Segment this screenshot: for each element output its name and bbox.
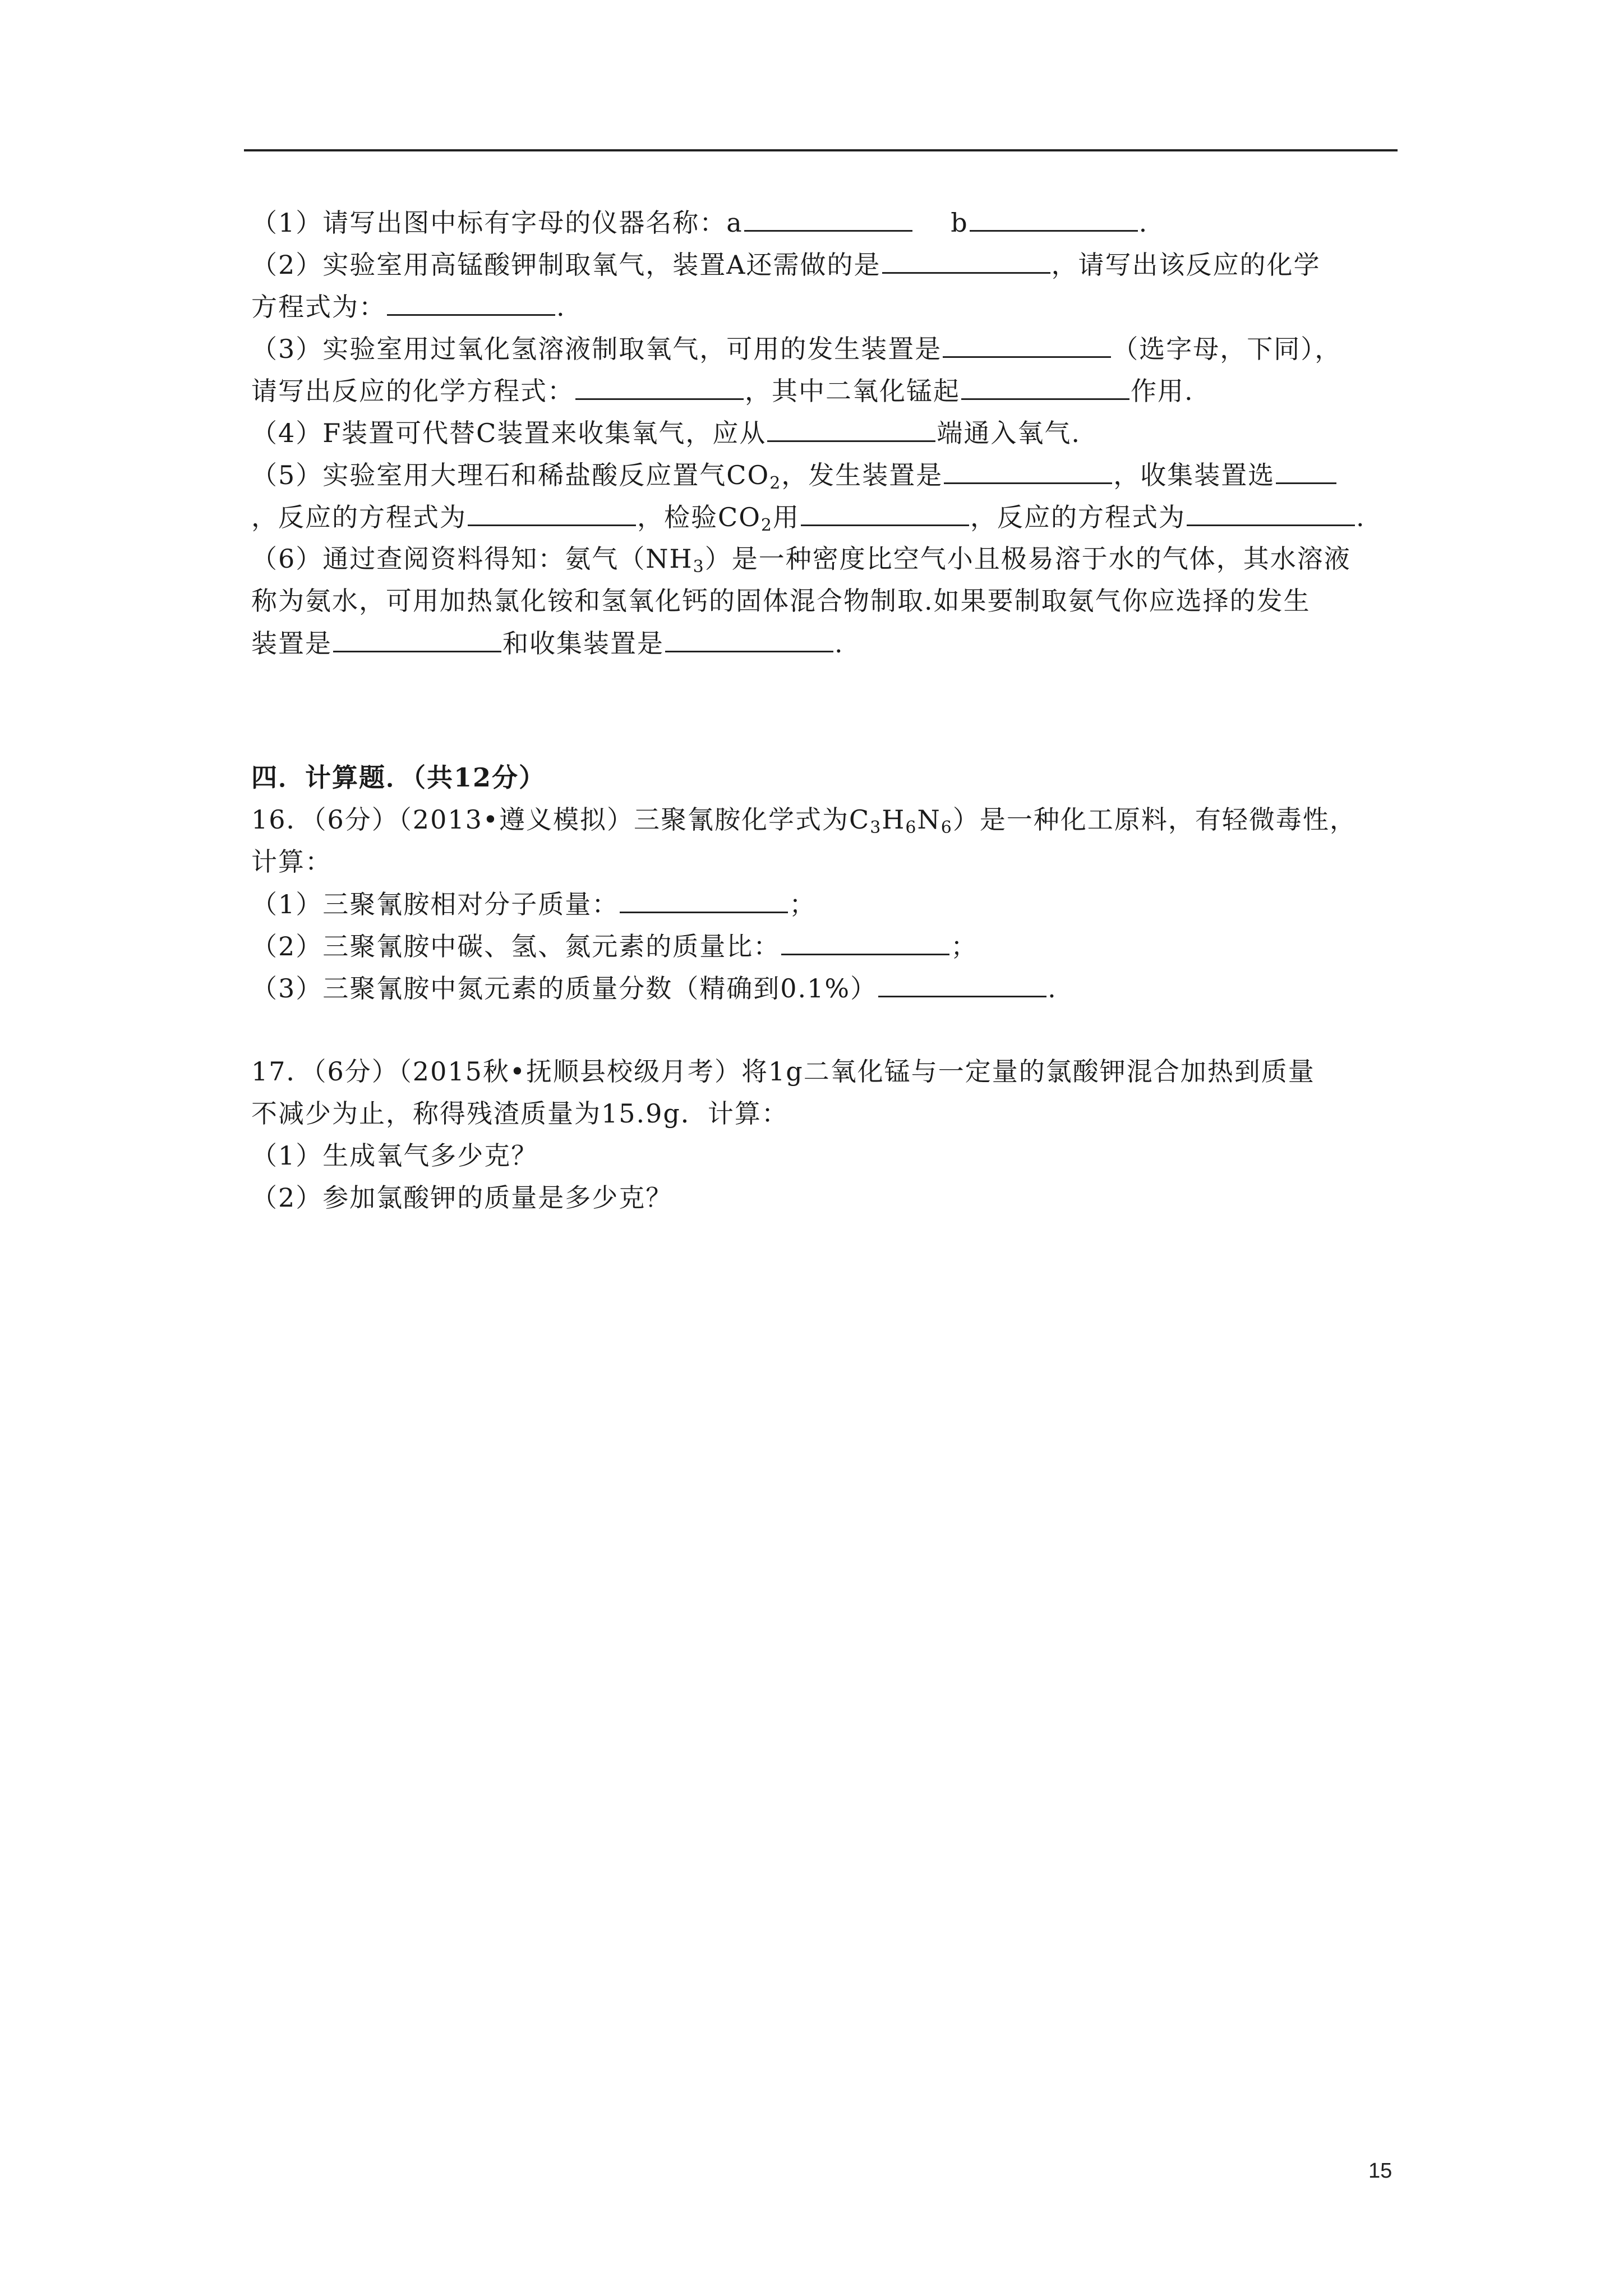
q15-part3-text-c: 请写出反应的化学方程式： [251, 376, 574, 406]
q15-part6 [251, 542, 1351, 576]
semicolon: ； [951, 931, 978, 961]
q17-head-cont [251, 1097, 789, 1130]
q16-sub1-text: （1）三聚氰胺相对分子质量： [251, 889, 619, 919]
q15-part6-text: （6）通过查阅资料得知：氨气（NH [251, 544, 693, 574]
answer-blank[interactable] [970, 205, 1138, 232]
answer-blank[interactable] [665, 626, 833, 652]
q15-part1 [251, 205, 1148, 240]
q15-part6-text-e: 和收集装置是 [502, 628, 664, 659]
answer-blank[interactable] [620, 887, 788, 913]
q16-head-cont [251, 845, 332, 878]
q15-part5-text-f: 用 [773, 502, 800, 532]
q16-text: 16．（6分）（2013•遵义模拟）三聚氰胺化学式为C [251, 804, 870, 835]
q15-part5-text-d: ，反应的方程式为 [251, 502, 467, 532]
subscript: 6 [940, 818, 953, 838]
q15-part5-cont [251, 500, 1366, 534]
q16-sub2-text: （2）三聚氰胺中碳、氢、氮元素的质量比： [251, 931, 781, 961]
q16-sub3-text: （3）三聚氰胺中氮元素的质量分数（精确到0.1%） [251, 973, 878, 1004]
q16-head [251, 803, 1357, 836]
answer-blank[interactable] [944, 458, 1112, 484]
q17-text-b: 不减少为止，称得残渣质量为15.9g．计算： [251, 1098, 789, 1129]
subscript: 3 [870, 818, 882, 838]
q17-sub2 [251, 1181, 672, 1214]
q15-part3-text-e: 作用. [1131, 376, 1194, 406]
q16-sub3 [251, 971, 1057, 1005]
period: . [556, 292, 566, 322]
period: . [1138, 208, 1149, 238]
answer-blank[interactable] [1187, 500, 1355, 526]
q15-part2-cont [251, 289, 566, 324]
q17-sub1 [251, 1139, 538, 1172]
answer-blank[interactable] [801, 500, 969, 526]
q16-sub1 [251, 887, 816, 921]
q15-part5-text-b: ，发生装置是 [781, 460, 943, 490]
q15-part5 [251, 458, 1338, 492]
q16-text-c: 计算： [251, 846, 332, 877]
q15-part2-text-b: ，请写出该反应的化学 [1051, 250, 1321, 280]
q15-part2-text: （2）实验室用高锰酸钾制取氧气，装置A还需做的是 [251, 250, 881, 280]
q15-part3-text-d: ，其中二氧化锰起 [745, 376, 960, 406]
subscript: 2 [760, 516, 773, 535]
q15-part1-text: （1）请写出图中标有字母的仪器名称：a [251, 208, 743, 238]
answer-blank[interactable] [781, 929, 949, 955]
header-rule [244, 149, 1398, 151]
formula-part: H [882, 804, 906, 835]
section-title-text: 四．计算题．（共12分） [251, 762, 546, 793]
q15-part2-text-c: 方程式为： [251, 292, 386, 322]
q15-part1-b-label: b [951, 208, 969, 238]
answer-blank[interactable] [878, 971, 1046, 997]
q15-part6-text-c: 称为氨水，可用加热氯化铵和氢氧化钙的固体混合物制取.如果要制取氨气你应选择的发生 [251, 586, 1311, 616]
q15-part6-text-d: 装置是 [251, 628, 332, 659]
subscript: 3 [693, 557, 705, 577]
period: . [1048, 973, 1057, 1004]
q17-head [251, 1055, 1315, 1088]
answer-blank[interactable] [744, 205, 912, 232]
q15-part3-text: （3）实验室用过氧化氢溶液制取氧气，可用的发生装置是 [251, 334, 942, 364]
answer-blank[interactable] [943, 332, 1111, 358]
q15-part4 [251, 416, 1081, 450]
answer-blank[interactable] [882, 247, 1050, 274]
answer-blank[interactable] [961, 374, 1129, 400]
answer-blank[interactable] [767, 416, 935, 442]
q16-text-b: ）是一种化工原料，有轻微毒性， [952, 804, 1357, 835]
q15-part3 [251, 332, 1341, 366]
q15-part6-cont2 [251, 626, 844, 660]
answer-blank[interactable] [333, 626, 501, 652]
period: . [1356, 502, 1366, 532]
period: . [834, 628, 844, 659]
q15-part5-text-e: ，检验CO [637, 502, 761, 532]
q15-part6-text-b: ）是一种密度比空气小且极易溶于水的气体，其水溶液 [704, 544, 1351, 574]
q15-part4-text: （4）F装置可代替C装置来收集氧气，应从 [251, 418, 767, 448]
q15-part6-cont [251, 584, 1311, 618]
q15-part4-text-b: 端通入氧气. [937, 418, 1081, 448]
q15-part5-text: （5）实验室用大理石和稀盐酸反应置气CO [251, 460, 770, 490]
q15-part3-text-b: （选字母，下同）， [1112, 334, 1342, 364]
page-number: 15 [1368, 2159, 1393, 2183]
q15-part5-text-c: ，收集装置选 [1113, 460, 1275, 490]
answer-blank[interactable] [1276, 458, 1336, 484]
subscript: 6 [905, 818, 917, 838]
q17-sub2-text: （2）参加氯酸钾的质量是多少克？ [251, 1182, 673, 1213]
subscript: 2 [769, 473, 782, 493]
section-title [251, 761, 546, 794]
q17-text: 17．（6分）（2015秋•抚顺县校级月考）将1g二氧化锰与一定量的氯酸钾混合加热到质量 [251, 1056, 1315, 1087]
answer-blank[interactable] [468, 500, 636, 526]
q17-sub1-text: （1）生成氧气多少克？ [251, 1140, 538, 1171]
answer-blank[interactable] [387, 289, 555, 316]
q16-sub2 [251, 929, 978, 963]
formula-part: N [917, 804, 941, 835]
q15-part2 [251, 247, 1321, 282]
q15-part3-cont [251, 374, 1194, 408]
semicolon: ； [789, 889, 817, 919]
q15-part5-text-g: ，反应的方程式为 [970, 502, 1186, 532]
answer-blank[interactable] [575, 374, 744, 400]
